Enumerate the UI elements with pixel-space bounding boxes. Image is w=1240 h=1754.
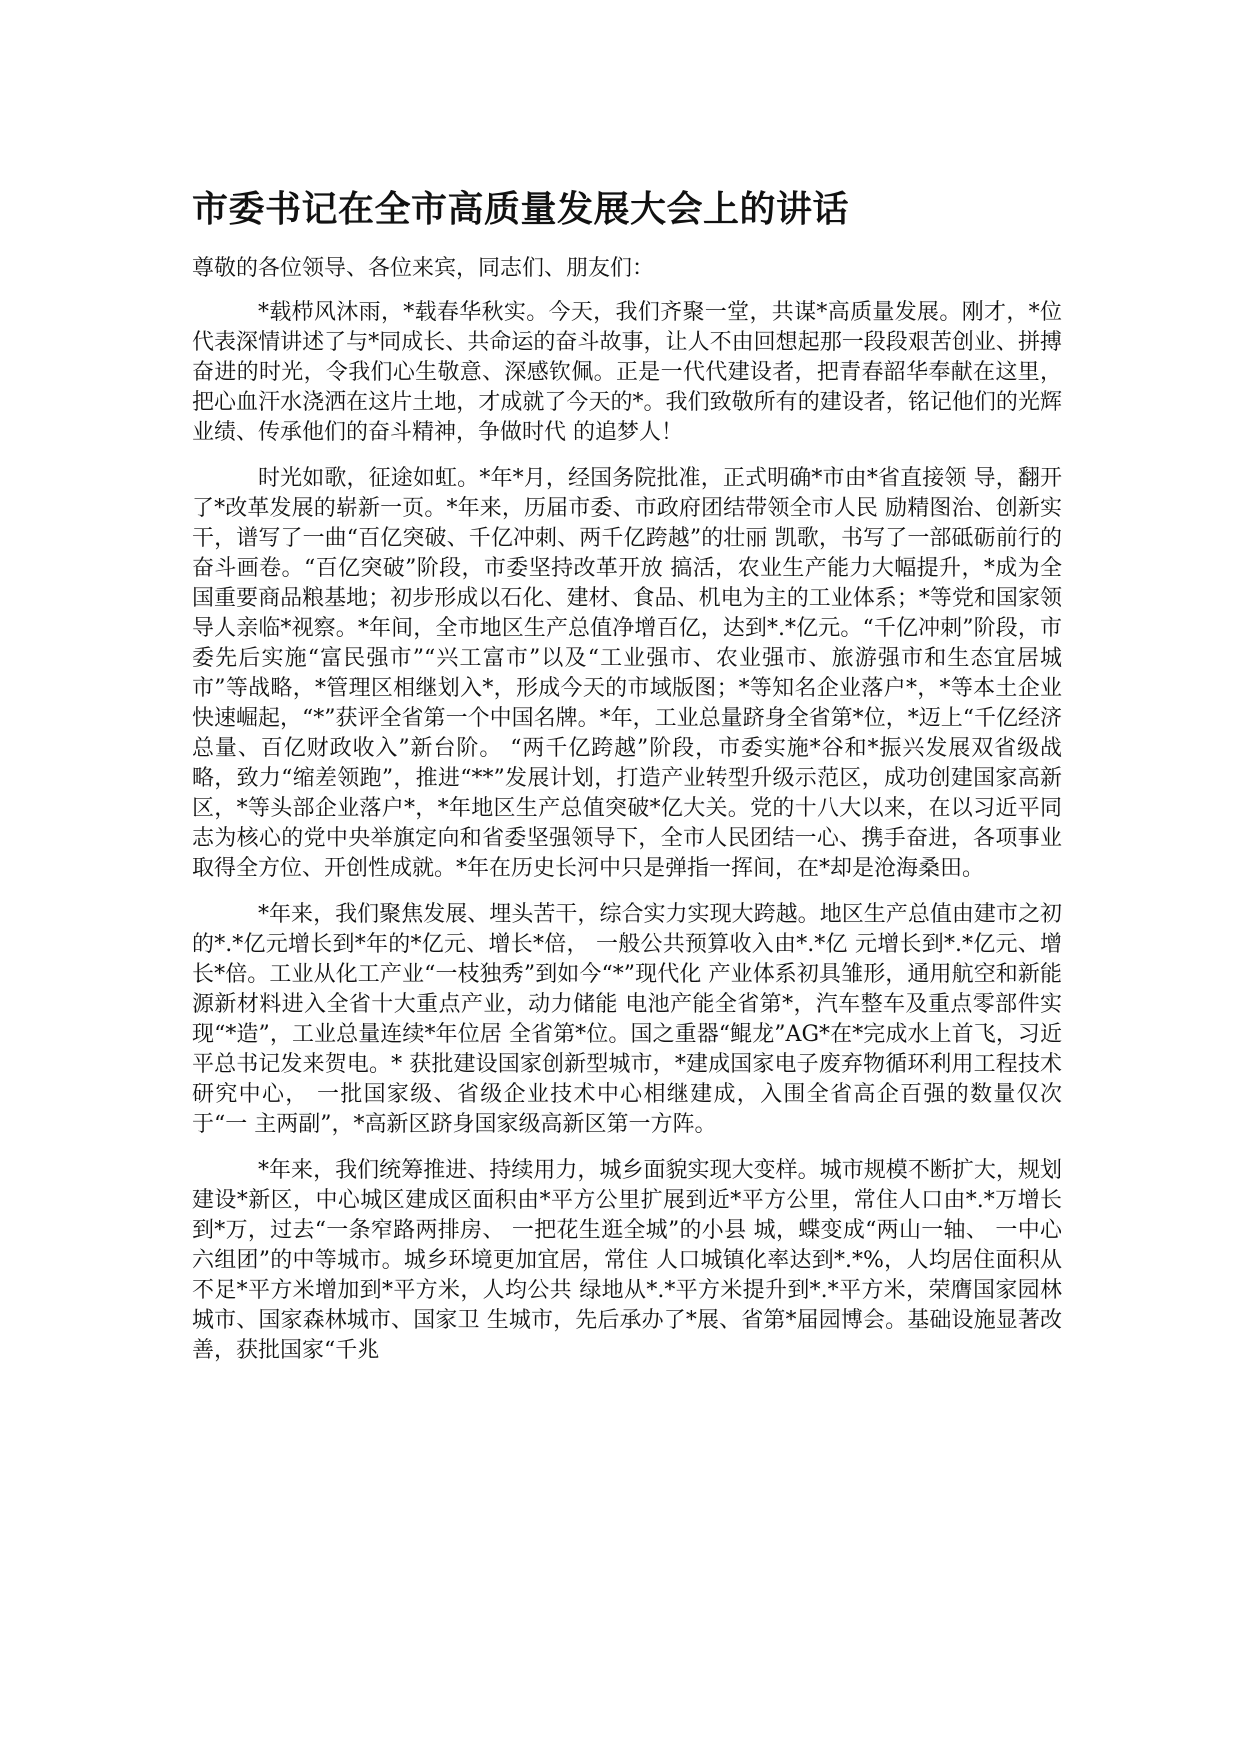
paragraph-1: *载栉风沐雨，*载春华秋实。今天，我们齐聚一堂，共谋*高质量发展。刚才，*位代表深情讲述了与*同成长、共命运的奋斗故事，让人不由回想起那一段段艰苦创业、拼搏奋进的时光，令我们心生敬意、深感钦佩。正是一代代建设者，把青春韶华奉献在这里，把心血汗水浇洒在这片土地，才成就了今天的*。我们致敬所有的建设者，铭记他们的光辉业绩、传承他们的奋斗精神，争做时代 的追梦人！ <box>192 300 1062 445</box>
greeting-line: 尊敬的各位领导、各位来宾，同志们、朋友们： <box>192 256 655 281</box>
document-title: 市委书记在全市高质量发展大会上的讲话 <box>192 189 850 230</box>
paragraph-2: 时光如歌，征途如虹。*年*月，经国务院批准，正式明确*市由*省直接领 导，翻开了*改革发展的崭新一页。*年来，历届市委、市政府团结带领全市人民 励精图治、创新实干，谱写了一曲“百亿突破、千亿冲刺、两千亿跨越”的壮丽 凯歌，书写了一部砥砺前行的奋斗画卷。“百亿突破”阶段，市委坚持改革开放 搞活，农业生产能力大幅提升，*成为全国重要商品粮基地；初步形成以石化、建材、食品、机电为主的工业体系；*等党和国家领导人亲临*视察。*年间，全市地区生产总值净增百亿，达到*.*亿元。“千亿冲刺”阶段，市委先后实施“富民强市”“兴工富市”以及“工业强市、农业强市、旅游强市和生态宜居城市”等战略，*管理区相继划入*，形成今天的市域版图；*等知名企业落户*，*等本土企业快速崛起，“*”获评全省第一个中国名牌。*年，工业总量跻身全省第*位，*迈上“千亿经济总量、百亿财政收入”新台阶。 “两千亿跨越”阶段，市委实施*谷和*振兴发展双省级战略，致力“缩差领跑”，推进“**”发展计划，打造产业转型升级示范区，成功创建国家高新区，*等头部企业落户*，*年地区生产总值突破*亿大关。党的十八大以来，在以习近平同志为核心的党中央举旗定向和省委坚强领导下，全市人民团结一心、携手奋进，各项事业取得全方位、开创性成就。*年在历史长河中只是弹指一挥间，在*却是沧海桑田。 <box>192 466 1062 881</box>
document-body <box>192 254 1062 1366</box>
paragraph-4: *年来，我们统筹推进、持续用力，城乡面貌实现大变样。城市规模不断扩大，规划建设*新区，中心城区建成区面积由*平方公里扩展到近*平方公里，常住人口由*.*万增长到*万，过去“一条窄路两排房、 一把花生逛全城”的小县 城，蝶变成“两山一轴、 一中心六组团”的中等城市。城乡环境更加宜居，常住 人口城镇化率达到*.*%，人均居住面积从不足*平方米增加到*平方米，人均公共 绿地从*.*平方米提升到*.*平方米，荣膺国家园林城市、国家森林城市、国家卫 生城市，先后承办了*展、省第*届园博会。基础设施显著改善，获批国家“千兆 <box>192 1158 1062 1363</box>
paragraph-3: *年来，我们聚焦发展、埋头苦干，综合实力实现大跨越。地区生产总值由建市之初的*.*亿元增长到*年的*亿元、增长*倍， 一般公共预算收入由*.*亿 元增长到*.*亿元、增长*倍。工业从化工产业“一枝独秀”到如今“*”现代化 产业体系初具雏形，通用航空和新能源新材料进入全省十大重点产业，动力储能 电池产能全省第*，汽车整车及重点零部件实现“*造”，工业总量连续*年位居 全省第*位。国之重器“鲲龙”AG*在*完成水上首飞，习近平总书记发来贺电。* 获批建设国家创新型城市，*建成国家电子废弃物循环利用工程技术研究中心， 一批国家级、省级企业技术中心相继建成，入围全省高企百强的数量仅次于“一 主两副”，*高新区跻身国家级高新区第一方阵。 <box>192 902 1062 1137</box>
